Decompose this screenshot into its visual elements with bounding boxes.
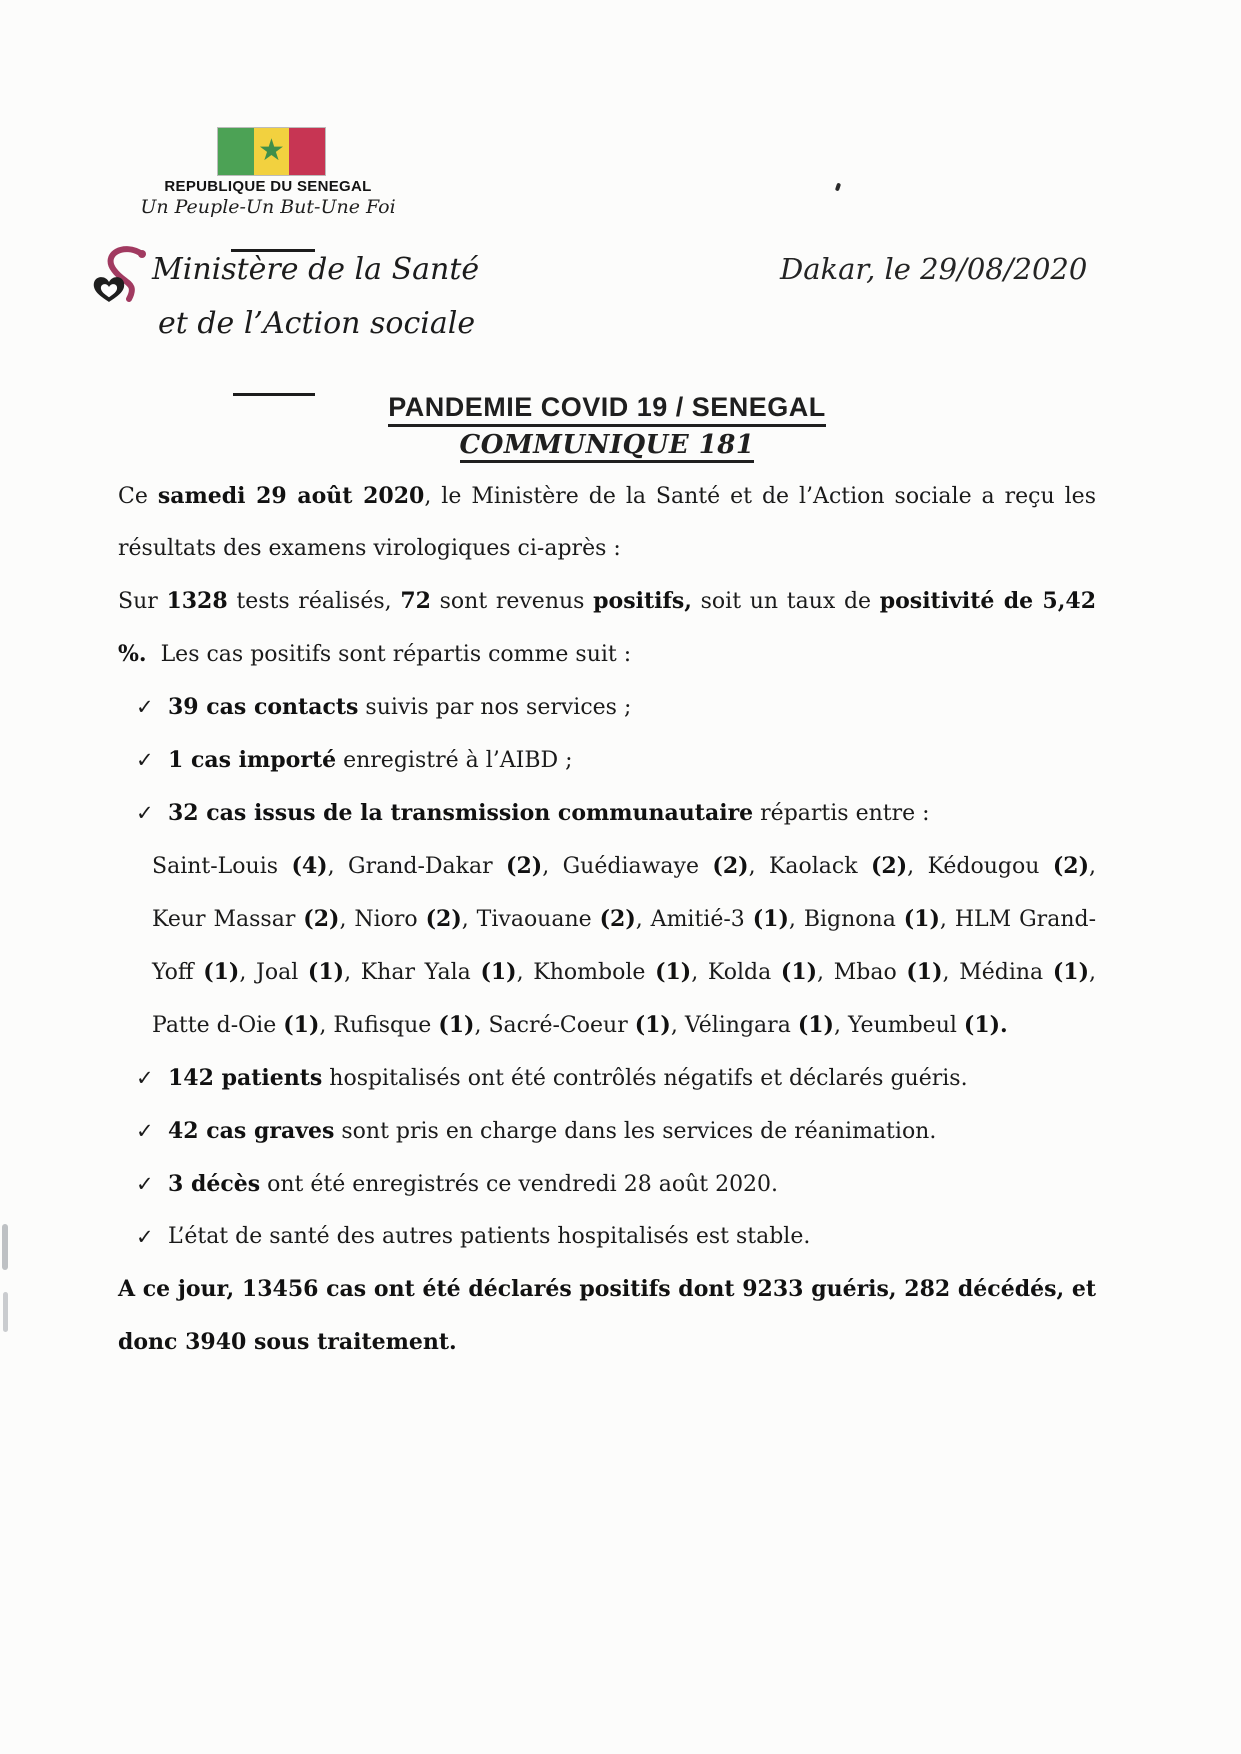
totals-paragraph: A ce jour, 13456 cas ont été déclarés positifs dont 9233 guéris, 282 décédés, et donc 3940 sous traitement. [118, 1276, 1096, 1355]
list-item-text: 39 cas contacts suivis par nos services ; [168, 694, 632, 720]
scan-artifact [3, 1292, 8, 1332]
ministry-name-line1: Ministère de la Santé [152, 252, 480, 287]
checkmark-icon: ✓ [136, 1225, 154, 1249]
document-title [118, 392, 1096, 463]
list-item-text: 142 patients hospitalisés ont été contrôlés négatifs et déclarés guéris. [168, 1065, 968, 1091]
flag-green-stripe [218, 128, 254, 175]
checkmark-icon: ✓ [136, 748, 154, 772]
checkmark-icon: ✓ [136, 695, 154, 719]
title-communique-number: COMMUNIQUE 181 [460, 430, 755, 463]
senegal-flag [218, 128, 325, 175]
intro-paragraph: Ce samedi 29 août 2020, le Ministère de la Santé et de l’Action sociale a reçu les résultats des examens virologiques ci-après : [118, 483, 1096, 561]
list-item-stable-patients [118, 1211, 1096, 1263]
checkmark-icon: ✓ [136, 1119, 154, 1143]
flag-red-stripe [289, 128, 325, 175]
dateline: Dakar, le 29/08/2020 [780, 252, 1088, 286]
list-item-text: 42 cas graves sont pris en charge dans les services de réanimation. [168, 1118, 937, 1144]
checkmark-icon: ✓ [136, 801, 154, 825]
test-stats-paragraph: Sur 1328 tests réalisés, 72 sont revenus positifs, soit un taux de positivité de 5,42 %. Les cas positifs sont répartis comme suit : [118, 588, 1097, 667]
flag-star-icon: ★ [258, 132, 285, 168]
checkmark-icon: ✓ [136, 1172, 154, 1196]
title-pandemic: PANDEMIE COVID 19 / SENEGAL [388, 392, 826, 427]
document-body [118, 470, 1096, 1369]
flag-yellow-stripe [254, 128, 290, 175]
list-item-deaths [118, 1158, 1096, 1211]
list-item-text: 1 cas importé enregistré à l’AIBD ; [168, 747, 573, 773]
scan-artifact [2, 1224, 8, 1270]
community-locations-paragraph: Saint-Louis (4), Grand-Dakar (2), Guédiawaye (2), Kaolack (2), Kédougou (2), Keur Massar (2), Nioro (2), Tivaouane (2), Amitié-3 (1), Bignona (1), HLM Grand-Yoff (1), Joal (1), Khar Yala (1), Khombole (1), Kolda (1), Mbao (1), Médina (1), Patte d-Oie (1), Rufisque (1), Sacré-Coeur (1), Vélingara (1), Yeumbeul (1). [152, 853, 1096, 1038]
list-item-text: L’état de santé des autres patients hospitalisés est stable. [168, 1224, 811, 1249]
ministry-name-line2: et de l’Action sociale [158, 306, 476, 341]
ministry-health-logo-icon [84, 244, 156, 306]
national-motto: Un Peuple-Un But-Une Foi [140, 196, 396, 218]
list-item-text: 3 décès ont été enregistrés ce vendredi 28 août 2020. [168, 1171, 779, 1197]
list-item-severe-cases [118, 1105, 1096, 1158]
list-item-community-cases [118, 787, 1096, 840]
list-item-imported-case [118, 734, 1096, 787]
checkmark-icon: ✓ [136, 1066, 154, 1090]
scan-artifact [835, 183, 841, 192]
list-item-recovered-patients [118, 1052, 1096, 1105]
republic-title: REPUBLIQUE DU SENEGAL [164, 178, 372, 195]
list-item-contact-cases [118, 681, 1096, 734]
list-item-text: 32 cas issus de la transmission communautaire répartis entre : [168, 800, 930, 826]
